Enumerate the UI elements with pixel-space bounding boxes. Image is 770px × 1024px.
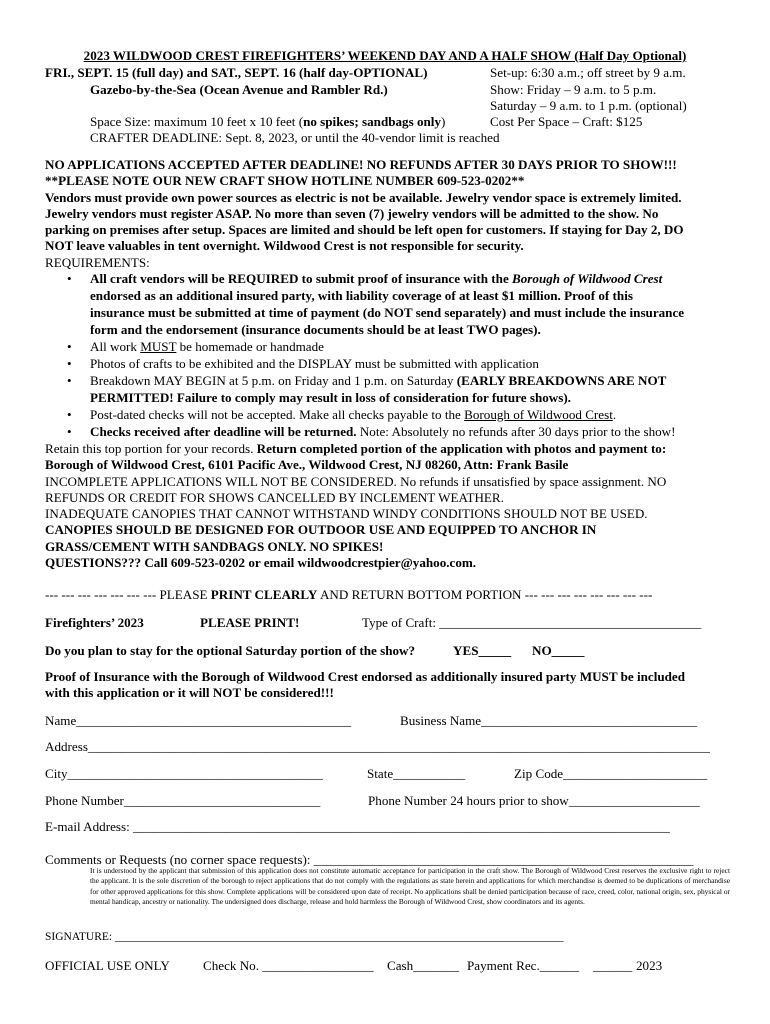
canopies-notice-line-3: GRASS/CEMENT WITH SANDBAGS ONLY. NO SPIKES!: [45, 539, 384, 554]
requirement-text: Photos of crafts to be exhibited and the DISPLAY must be submitted with application: [90, 356, 539, 371]
requirement-text-bold: Checks received after deadline will be returned.: [90, 424, 357, 439]
vendors-notice-line-4: NOT leave valuables in tent overnight. Wildwood Crest is not responsible for security.: [45, 238, 524, 253]
space-size-bold: no spikes; sandbags only: [303, 114, 441, 129]
bullet-icon: •: [67, 424, 72, 439]
comments-field[interactable]: Comments or Requests (no corner space requests): __________________________________________________________: [45, 852, 694, 867]
retain-text: Retain this top portion for your records.: [45, 441, 257, 456]
return-address: Borough of Wildwood Crest, 6101 Pacific Ave., Wildwood Crest, NJ 08260, Attn: Frank Basile: [45, 457, 569, 472]
requirement-text: insurance must be submitted at time of payment (do NOT send separately) and must include the insurance: [90, 305, 685, 320]
proof-of-insurance-line-2: with this application or it will NOT be considered!!!: [45, 685, 334, 700]
vendors-notice-line-1: Vendors must provide own power sources as electric is not be available. Jewelry vendor space is extremely limited.: [45, 190, 682, 205]
requirement-breakdown: [45, 372, 735, 389]
requirement-text: Breakdown MAY BEGIN at 5 p.m. on Friday and 1 p.m. on Saturday: [90, 373, 457, 388]
requirement-text: All craft vendors will be REQUIRED to submit proof of insurance with the: [90, 271, 513, 286]
city-field[interactable]: City_______________________________________: [45, 766, 323, 781]
phone-number-field[interactable]: Phone Number______________________________: [45, 793, 321, 808]
requirement-text-italic: Borough of Wildwood Crest: [512, 271, 663, 286]
requirement-checks: [45, 406, 735, 423]
bullet-icon: •: [67, 373, 72, 388]
show-saturday-time: Saturday – 9 a.m. to 1 p.m. (optional): [490, 98, 687, 113]
divider-text: AND RETURN BOTTOM PORTION --- --- --- --- --- --- --- ---: [317, 587, 653, 602]
requirement-breakdown-cont: [45, 389, 735, 406]
proof-of-insurance-line-1: Proof of Insurance with the Borough of Wildwood Crest endorsed as additionally insured party MUST be included: [45, 669, 685, 684]
divider-text: --- --- --- --- --- --- --- PLEASE: [45, 587, 211, 602]
canopies-notice-line-1: INADEQUATE CANOPIES THAT CANNOT WITHSTAND WINDY CONDITIONS SHOULD NOT BE USED.: [45, 506, 648, 521]
saturday-no-field[interactable]: NO_____: [532, 643, 585, 658]
incomplete-notice-line-2: REFUNDS OR CREDIT FOR SHOWS CANCELLED BY INCLEMENT WEATHER.: [45, 490, 504, 505]
space-size-suffix: ): [441, 114, 446, 129]
requirement-text: form and the endorsement (insurance documents should be at least TWO pages).: [90, 322, 541, 337]
vendors-notice-line-2: Jewelry vendors must register ASAP. No more than seven (7) jewelry vendors will be admitted to the show. No: [45, 206, 659, 221]
requirement-homemade: [45, 338, 735, 355]
saturday-yes-field[interactable]: YES_____: [453, 643, 512, 658]
state-field[interactable]: State___________: [367, 766, 466, 781]
requirement-text: endorsed as an additional insured party, with liability coverage of at least $1 million. Proof of this: [90, 288, 633, 303]
no-applications-notice: NO APPLICATIONS ACCEPTED AFTER DEADLINE! NO REFUNDS AFTER 30 DAYS PRIOR TO SHOW!!!: [45, 157, 677, 172]
requirement-text: .: [612, 407, 617, 422]
address-field[interactable]: Address_______________________________________________________________________________________________: [45, 739, 710, 754]
requirement-text: All work: [90, 339, 141, 354]
tear-off-divider: [45, 586, 652, 603]
business-name-field[interactable]: Business Name_________________________________: [400, 713, 698, 728]
requirement-text-bold: (EARLY BREAKDOWNS ARE NOT: [456, 373, 667, 388]
bullet-icon: •: [67, 356, 72, 371]
type-of-craft-field[interactable]: Type of Craft: ________________________________________: [362, 615, 702, 630]
requirement-text: Note: Absolutely no refunds after 30 days prior to the show!: [356, 424, 676, 439]
official-year: 2023: [636, 958, 663, 973]
saturday-stay-question: Do you plan to stay for the optional Saturday portion of the show?: [45, 643, 416, 658]
questions-contact: QUESTIONS??? Call 609-523-0202 or email wildwoodcrestpier@yahoo.com.: [45, 555, 477, 570]
bullet-icon: •: [67, 339, 72, 354]
form-heading-please-print: PLEASE PRINT!: [200, 615, 300, 630]
return-instructions: Return completed portion of the application with photos and payment to:: [256, 441, 667, 456]
document-title: 2023 WILDWOOD CREST FIREFIGHTERS’ WEEKEND DAY AND A HALF SHOW (Half Day Optional): [83, 48, 687, 63]
requirement-text-underlined: Borough of Wildwood Crest: [464, 407, 613, 422]
requirements-list: [45, 270, 735, 440]
check-number-field[interactable]: Check No. _________________: [203, 958, 374, 973]
form-heading-firefighters: Firefighters’ 2023: [45, 615, 144, 630]
name-field[interactable]: Name__________________________________________: [45, 713, 352, 728]
show-friday-time: Show: Friday – 9 a.m. to 5 p.m.: [490, 82, 657, 97]
requirement-text-underlined: MUST: [140, 339, 177, 354]
space-size: [90, 113, 445, 130]
requirement-text-bold: PERMITTED! Failure to comply may result in loss of consideration for future shows).: [90, 390, 571, 405]
requirement-insurance-cont: [45, 287, 735, 304]
requirement-late-checks: [45, 423, 735, 440]
bullet-icon: •: [67, 407, 72, 422]
crafter-deadline: CRAFTER DEADLINE: Sept. 8, 2023, or until the 40-vendor limit is reached: [90, 130, 500, 145]
requirement-insurance-cont: [45, 304, 735, 321]
requirement-text: Post-dated checks will not be accepted. Make all checks payable to the: [90, 407, 465, 422]
divider-text-bold: PRINT CLEARLY: [210, 587, 318, 602]
show-dates: FRI., SEPT. 15 (full day) and SAT., SEPT. 16 (half day-OPTIONAL): [45, 65, 428, 80]
zip-code-field[interactable]: Zip Code______________________: [514, 766, 708, 781]
requirement-photos: [45, 355, 735, 372]
retain-notice: [45, 440, 666, 457]
phone-24h-field[interactable]: Phone Number 24 hours prior to show____________________: [368, 793, 700, 808]
payment-received-field[interactable]: Payment Rec.______: [467, 958, 580, 973]
cost-per-space: Cost Per Space – Craft: $125: [490, 114, 643, 129]
show-location: Gazebo-by-the-Sea (Ocean Avenue and Rambler Rd.): [90, 82, 388, 97]
canopies-notice-line-2: CANOPIES SHOULD BE DESIGNED FOR OUTDOOR USE AND EQUIPPED TO ANCHOR IN: [45, 522, 597, 537]
signature-field[interactable]: SIGNATURE: ______________________________________________________________________________: [45, 931, 564, 943]
hotline-notice: **PLEASE NOTE OUR NEW CRAFT SHOW HOTLINE NUMBER 609-523-0202**: [45, 173, 525, 188]
requirement-insurance: [45, 270, 735, 287]
requirement-insurance-cont: [45, 321, 735, 338]
setup-time: Set-up: 6:30 a.m.; off street by 9 a.m.: [490, 65, 686, 80]
official-use-label: OFFICIAL USE ONLY: [45, 958, 170, 973]
email-field[interactable]: E-mail Address: __________________________________________________________________________________: [45, 819, 670, 834]
disclaimer-text: It is understood by the applicant that submission of this application does not constitute automatic acceptance for participation in the craft show. The Borough of Wildwood Crest reserves the exclusive right to reject the applicant. It is the sole discretion of the borough to reject applications that do not comply with the regulations as state herein and applications for which merchandise is deemed to be duplications of merchandise for other approved applications for this show. Complete applications will be considered upon date of receipt. No applications shall be denied participation because of race, creed, color, national origin, sex, physical or mental handicap, ancestry or nationality. The undersigned does discharge, release and hold harmless the Borough of Wildwood Crest, show coordinators and its agents.: [90, 866, 730, 906]
payment-received-blank[interactable]: ______: [593, 958, 633, 973]
vendors-notice-line-3: parking on premises after setup. Spaces are limited and should be left open for customers. If staying for Day 2, DO: [45, 222, 684, 237]
space-size-prefix: Space Size: maximum 10 feet x 10 feet (: [90, 114, 304, 129]
bullet-icon: •: [67, 271, 72, 286]
requirement-text: be homemade or handmade: [176, 339, 324, 354]
requirements-heading: REQUIREMENTS:: [45, 255, 150, 270]
cash-field[interactable]: Cash_______: [387, 958, 460, 973]
incomplete-notice-line-1: INCOMPLETE APPLICATIONS WILL NOT BE CONSIDERED. No refunds if unsatisfied by space assignment. NO: [45, 474, 667, 489]
